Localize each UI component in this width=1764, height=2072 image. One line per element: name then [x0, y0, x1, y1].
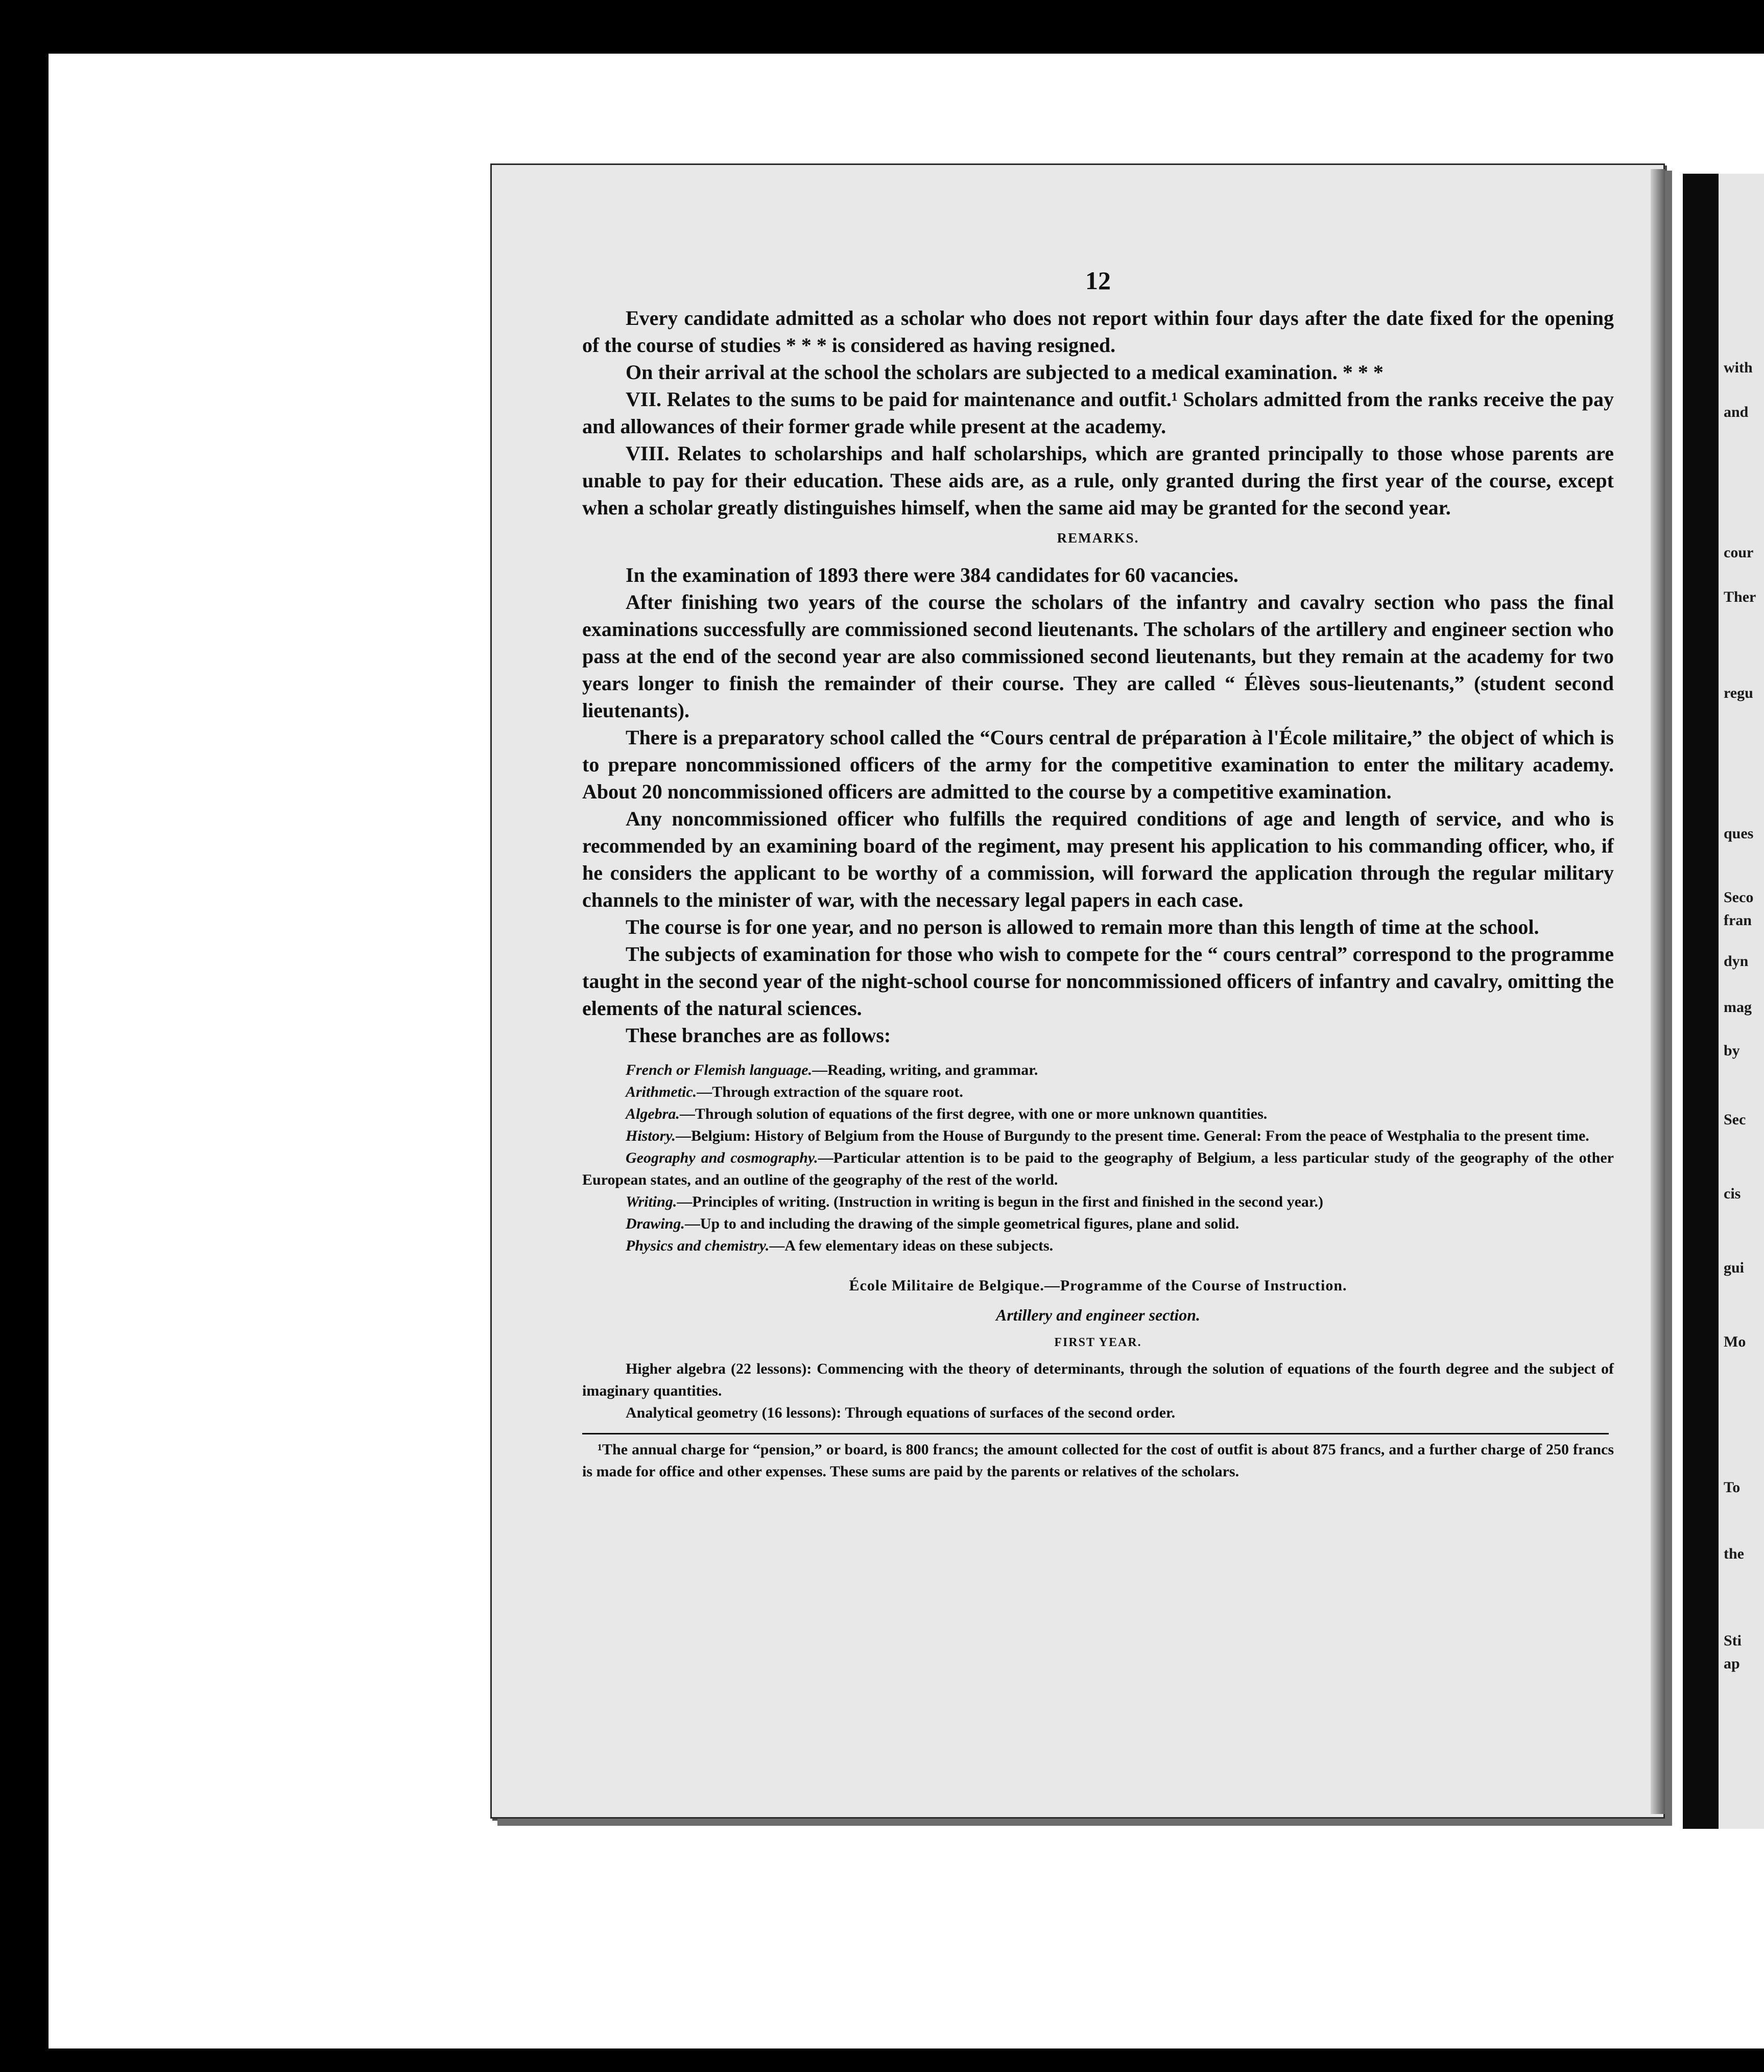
branch-label: French or Flemish language.: [626, 1062, 813, 1078]
branch-item: [582, 1235, 1614, 1257]
branch-text: —Through solution of equations of the first degree, with one or more unknown quantities.: [679, 1105, 1268, 1122]
adjacent-page-word: Sec: [1724, 1111, 1746, 1128]
branch-label: Arithmetic.: [626, 1084, 697, 1100]
remarks-heading: REMARKS.: [1057, 530, 1139, 546]
adjacent-page-word: dyn: [1724, 953, 1749, 970]
branch-text: —Through extraction of the square root.: [697, 1084, 963, 1100]
adjacent-page-word: fran: [1724, 912, 1752, 929]
adjacent-page-word: gui: [1724, 1259, 1745, 1276]
branch-label: Physics and chemistry.: [626, 1237, 770, 1254]
branch-text: —Principles of writing. (Instruction in writing is begun in the first and finished in the second year.): [677, 1193, 1323, 1210]
branch-label: Algebra.: [626, 1105, 680, 1122]
adjacent-page-word: by: [1724, 1042, 1740, 1059]
adjacent-page-word: Mo: [1724, 1333, 1746, 1350]
adjacent-page-word: cour: [1724, 544, 1754, 561]
branch-item: [582, 1125, 1614, 1147]
adjacent-page-edge: [1719, 174, 1764, 1829]
branch-item: [582, 1147, 1614, 1191]
remarks-paragraph: After finishing two years of the course the scholars of the infantry and cavalry section who pass the final examinations successfully are commissioned second lieutenants. The scholars of the artillery and engineer section who pass at the end of the second year are also commissioned second lieutenants, but they remain at the academy for two years longer to finish the remainder of their course. They are called “ Élèves sous-lieutenants,” (student second lieutenants).: [582, 591, 1614, 722]
adjacent-page-word: To: [1724, 1479, 1741, 1496]
course-item: Analytical geometry (16 lessons): Through equations of surfaces of the second order.: [626, 1404, 1176, 1421]
branch-label: Drawing.: [626, 1215, 685, 1232]
adjacent-page-word: cis: [1724, 1185, 1741, 1202]
body-paragraph: VIII. Relates to scholarships and half scholarships, which are granted principally to those whose parents are unable to pay for their education. These aids are, as a rule, only granted during the first year of the course, except when a scholar greatly distinguishes himself, when the same aid may be granted for the second year.: [582, 442, 1614, 519]
branch-item: [582, 1103, 1614, 1125]
branch-text: —Particular attention is to be paid to the geography of Belgium, a less particular study of the geography of the other European states, and an outline of the geography of the rest of the world.: [582, 1149, 1614, 1188]
branch-item: [582, 1059, 1614, 1081]
adjacent-page-word: Ther: [1724, 588, 1756, 605]
film-border: [0, 2049, 1764, 2072]
body-paragraph: On their arrival at the school the scholars are subjected to a medical examination. * * *: [626, 361, 1384, 384]
page-number: 12: [1085, 266, 1111, 295]
remarks-paragraph: The subjects of examination for those who wish to compete for the “ cours central” correspond to the programme taught in the second year of the night-school course for noncommissioned officers of infantry and cavalry, omitting the elements of the natural sciences.: [582, 943, 1614, 1020]
body-paragraph: Every candidate admitted as a scholar who does not report within four days after the date fixed for the opening of the course of studies * * * is considered as having resigned.: [582, 307, 1614, 357]
body-paragraph: VII. Relates to the sums to be paid for maintenance and outfit.¹ Scholars admitted from the ranks receive the pay and allowances of their former grade while present at the academy.: [582, 388, 1614, 438]
page-content: [582, 266, 1614, 1482]
branch-item: [582, 1191, 1614, 1213]
book-gutter: [1683, 174, 1719, 1829]
adjacent-page-word: the: [1724, 1545, 1744, 1562]
section-heading: Artillery and engineer section.: [996, 1306, 1200, 1324]
remarks-paragraph: These branches are as follows:: [626, 1024, 891, 1047]
programme-heading: École Militaire de Belgique.—Programme of the Course of Instruction.: [849, 1277, 1347, 1294]
adjacent-page-word: ap: [1724, 1655, 1740, 1672]
remarks-paragraph: The course is for one year, and no person is allowed to remain more than this length of time at the school.: [626, 915, 1539, 938]
branch-label: Writing.: [626, 1193, 677, 1210]
branch-label: History.: [626, 1127, 676, 1144]
branch-text: —Belgium: History of Belgium from the House of Burgundy to the present time. General: From the peace of Westphalia to the present time.: [676, 1127, 1589, 1144]
adjacent-page-word: regu: [1724, 685, 1753, 701]
branch-item: [582, 1213, 1614, 1235]
branch-text: —Up to and including the drawing of the simple geometrical figures, plane and solid.: [684, 1215, 1239, 1232]
adjacent-page-word: ques: [1724, 825, 1754, 842]
year-heading: FIRST YEAR.: [1054, 1336, 1142, 1349]
remarks-paragraph: There is a preparatory school called the “Cours central de préparation à l'École militaire,” the object of which is to prepare noncommissioned officers of the army for the competitive examination to enter the military academy. About 20 noncommissioned officers are admitted to the course by a competitive examination.: [582, 726, 1614, 803]
remarks-paragraph: Any noncommissioned officer who fulfills the required conditions of age and length of service, and who is recommended by an examining board of the regiment, may present his application to his commanding officer, who, if he considers the applicant to be worthy of a commission, will forward the application through the regular military channels to the minister of war, with the necessary legal papers in each case.: [582, 807, 1614, 911]
branch-item: [582, 1081, 1614, 1103]
footnote-divider: [582, 1433, 1609, 1434]
adjacent-page-word: Sti: [1724, 1632, 1742, 1649]
adjacent-page-word: and: [1724, 404, 1749, 420]
adjacent-page-word: with: [1724, 359, 1753, 376]
remarks-paragraph: In the examination of 1893 there were 384 candidates for 60 vacancies.: [626, 563, 1238, 586]
course-item: Higher algebra (22 lessons): Commencing with the theory of determinants, through the solution of equations of the fourth degree and the subject of imaginary quantities.: [582, 1360, 1614, 1399]
branch-label: Geography and cosmography.: [626, 1149, 818, 1166]
footnote: ¹The annual charge for “pension,” or board, is 800 francs; the amount collected for the cost of outfit is about 875 francs, and a further charge of 250 francs is made for office and other expenses. These sums are paid by the parents or relatives of the scholars.: [582, 1441, 1614, 1480]
adjacent-page-word: Seco: [1724, 889, 1754, 906]
branch-text: —Reading, writing, and grammar.: [812, 1062, 1038, 1078]
adjacent-page-word: mag: [1724, 999, 1752, 1016]
branch-text: —A few elementary ideas on these subjects.: [769, 1237, 1054, 1254]
